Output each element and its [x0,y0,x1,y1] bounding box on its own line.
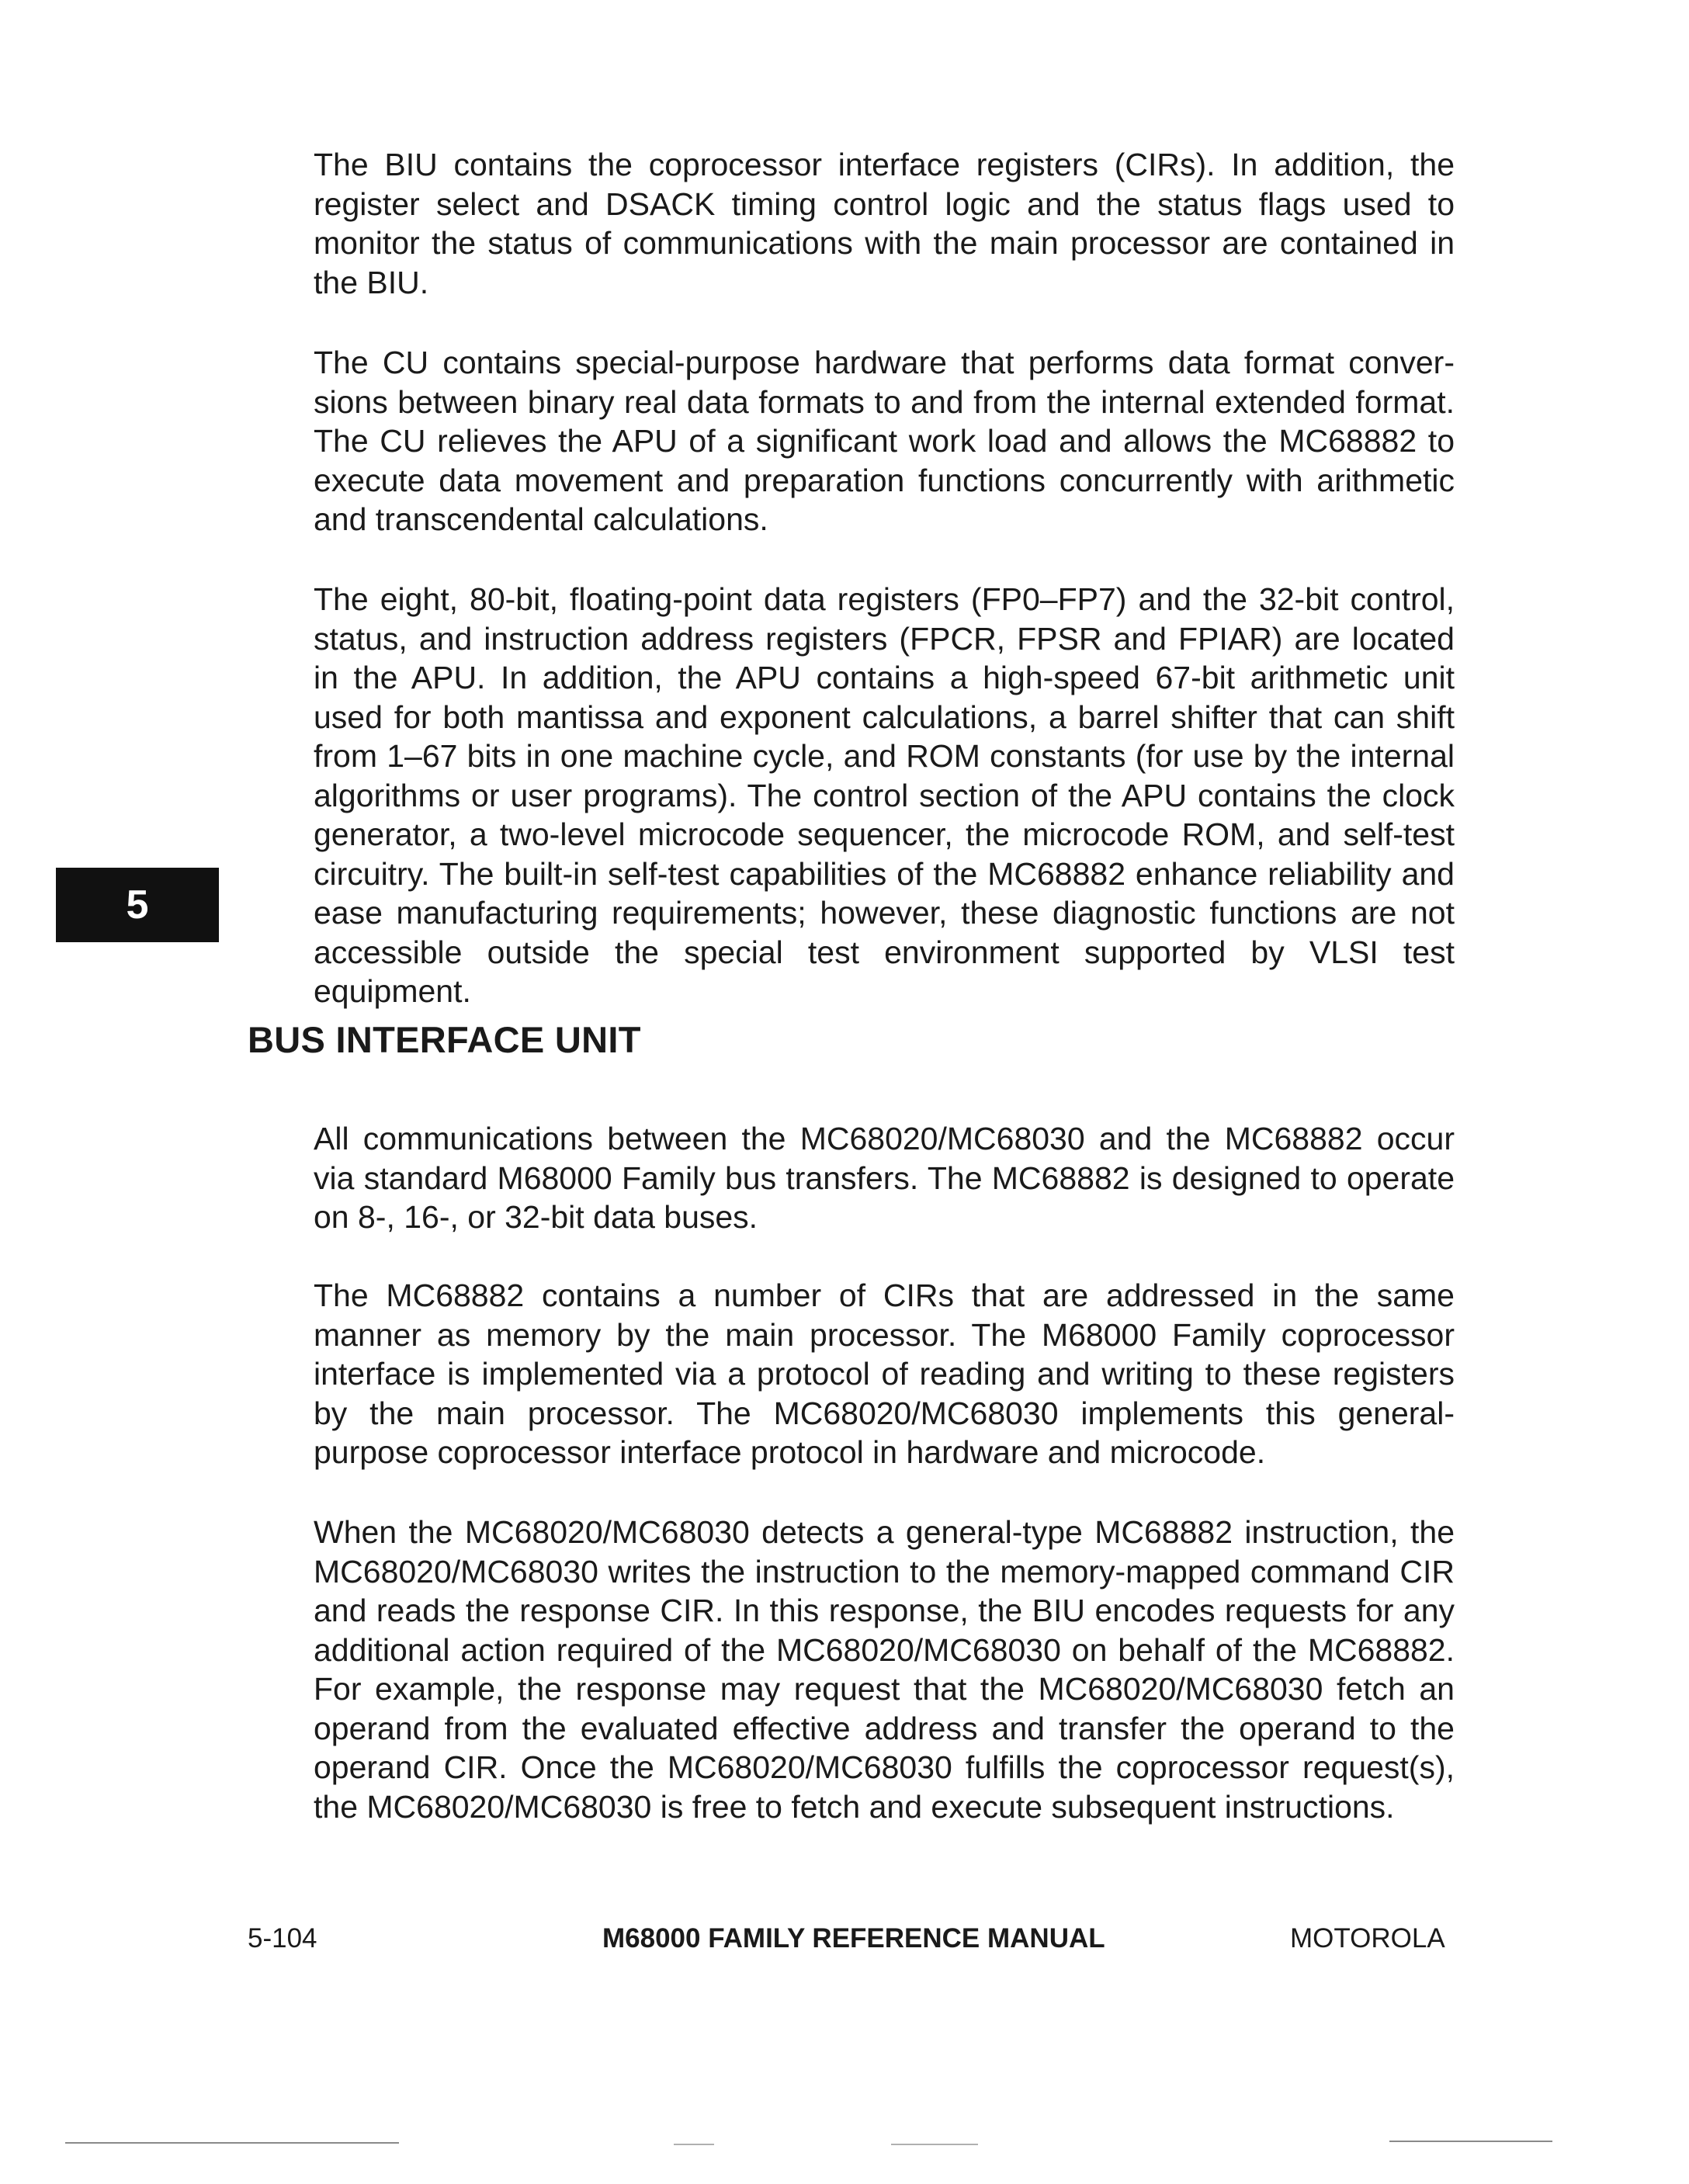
paragraph-instruction-flow: When the MC68020/MC68030 detects a general-type MC68882 instruction, the MC68020/MC68030 writes the instruction to the memory-mapped command CIR and reads the response CIR. In this response, the BIU encodes requests for any additional action required of the MC68020/MC68030 on behalf of the MC68882. For example, the response may request that the MC68020/MC68030 fetch an operand from the evaluated effective address and transfer the operand to the operand CIR. Once the MC68020/MC68030 fulfills the coprocessor request(s), the MC68020/MC68030 is free to fetch and execute subsequent instructions. [314,1514,1455,1825]
scan-artifact-line [674,2144,714,2145]
scan-artifact-line [1389,2141,1552,2142]
paragraph-apu-registers: The eight, 80-bit, floating-point data registers (FP0–FP7) and the 32-bit control, status, and instruction address registers (FPCR, FPSR and FPIAR) are located in the APU. In addition, the APU contains a high-speed 67-bit arithmetic unit used for both mantissa and exponent calculations, a barrel shifter that can shift from 1–67 bits in one machine cycle, and ROM constants (for use by the internal algorithms or user programs). The control section of the APU contains the clock generator, a two-level microcode sequencer, the microcode ROM, and self-test circuitry. The built-in self-test capabilities of the MC68882 enhance reliability and ease manufacturing requirements; however, these diagnostic functions are not accessible outside the special test environment supported by VLSI test equipment. [314,581,1455,1009]
paragraph-cir-protocol: The MC68882 contains a number of CIRs that are addressed in the same manner as memory by the main processor. The M68000 Family coprocessor interface is implemented via a protocol of reading and writing to these registers by the main processor. The MC68020/MC68030 implements this general-purpose coprocessor interface protocol in hardware and microcode. [314,1277,1455,1470]
paragraph-biu-registers: The BIU contains the coprocessor interface registers (CIRs). In addition, the register select and DSACK timing control logic and the status flags used to monitor the status of communications with the main processor are contained in the BIU. [314,147,1455,300]
footer-page-number: 5-104 [248,1923,317,1953]
scan-artifact-line [65,2142,399,2144]
chapter-tab [56,868,219,942]
footer-manual-title: M68000 FAMILY REFERENCE MANUAL [602,1923,1105,1953]
scan-artifact-line [891,2144,978,2145]
paragraph-cu-conversion: The CU contains special-purpose hardware that performs data format conversions between binary real data formats to and from the internal extended format. The CU relieves the APU of a significant work load and allows the MC68882 to execute data movement and preparation functions concurrently with arithmetic and transcendental calculations. [314,345,1455,537]
footer-brand: MOTOROLA [1290,1923,1445,1953]
section-heading: BUS INTERFACE UNIT [248,1019,641,1060]
chapter-number: 5 [126,882,149,927]
paragraph-bus-transfers: All communications between the MC68020/MC68030 and the MC68882 occur via standard M68000 Family bus transfers. The MC68882 is designed to operate on 8-, 16-, or 32-bit data buses. [314,1121,1455,1235]
